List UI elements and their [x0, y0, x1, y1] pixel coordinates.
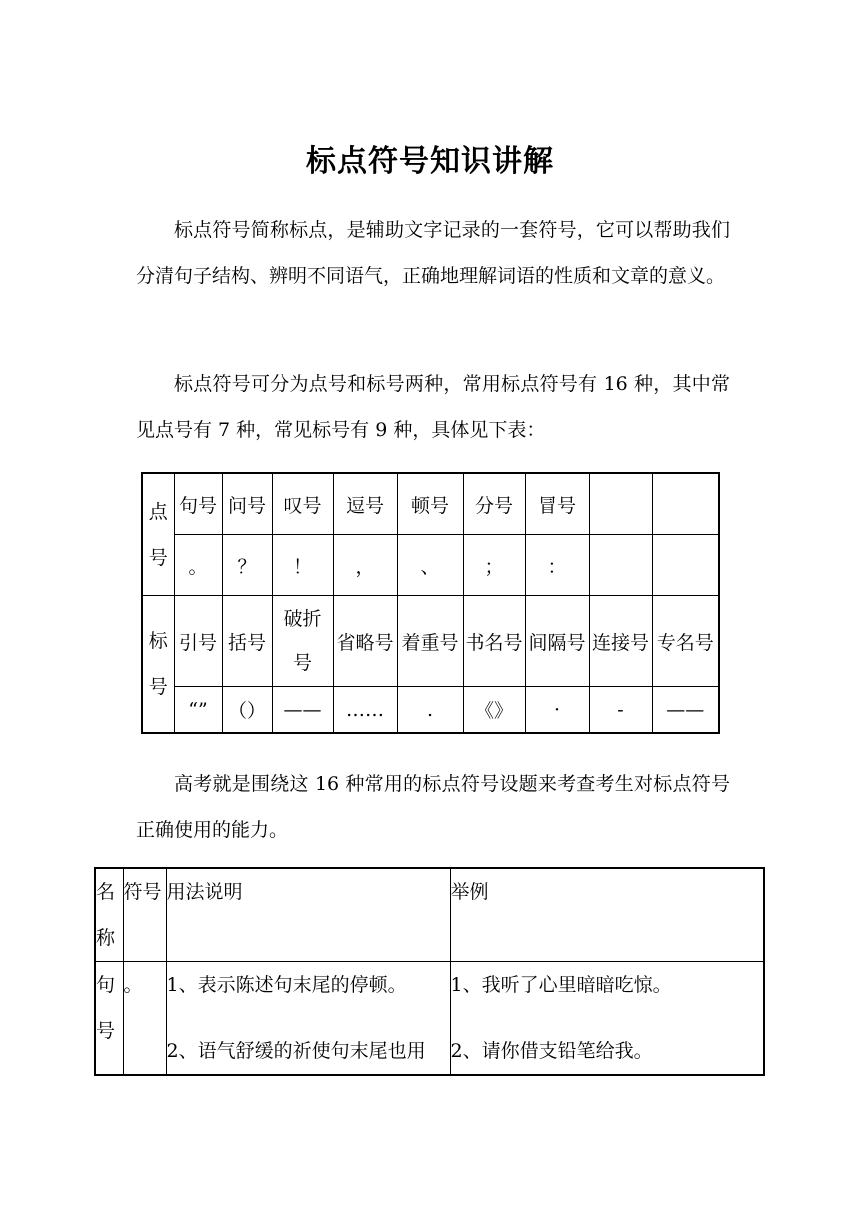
- biaohao-name-cell: 专名号: [652, 596, 719, 687]
- header-usage: 用法说明: [166, 868, 450, 962]
- example-item: 1、我听了心里暗暗吃惊。: [450, 974, 672, 996]
- dianhao-category-label: 点 号: [142, 473, 174, 596]
- row-usage: [166, 962, 450, 1076]
- dianhao-name-cell: 逗号: [333, 473, 397, 535]
- row-example: [450, 962, 764, 1076]
- biaohao-name-cell: 书名号: [463, 596, 525, 687]
- biaohao-name-cell: 着重号: [397, 596, 463, 687]
- dianhao-name-cell: 句号: [174, 473, 222, 535]
- dianhao-symbol-cell: [652, 535, 719, 596]
- biaohao-symbol-cell: -: [589, 687, 652, 734]
- biaohao-symbol-cell: .: [397, 687, 463, 734]
- dianhao-symbol-cell: 。: [174, 535, 222, 596]
- example-item: 2、请你借支铅笔给我。: [450, 1040, 653, 1062]
- dianhao-name-cell: 叹号: [272, 473, 333, 535]
- biaohao-symbol-cell: （）: [222, 687, 272, 734]
- usage-item: 1、表示陈述句末尾的停顿。: [166, 974, 407, 996]
- row-name: 句号: [95, 962, 123, 1076]
- gaokao-paragraph: 高考就是围绕这 16 种常用的标点符号设题来考查考生对标点符号正确使用的能力。: [136, 773, 730, 841]
- usage-item: 2、语气舒缓的祈使句末尾也用: [166, 1040, 426, 1062]
- biaohao-symbol-cell: 《》: [463, 687, 525, 734]
- biaohao-name-cell: 破折号: [272, 596, 333, 687]
- punctuation-usage-table: [94, 867, 765, 1076]
- page-title: 标点符号知识讲解: [306, 144, 554, 179]
- intro-paragraph: 标点符号简称标点，是辅助文字记录的一套符号，它可以帮助我们分清句子结构、辨明不同语气，正确地理解词语的性质和文章的意义。: [136, 219, 730, 287]
- dianhao-name-cell: 分号: [463, 473, 525, 535]
- biaohao-name-cell: 间隔号: [525, 596, 589, 687]
- dianhao-symbol-cell: ：: [525, 535, 589, 596]
- dianhao-name-cell: [589, 473, 652, 535]
- biaohao-name-cell: 省略号: [333, 596, 397, 687]
- header-symbol: 符号: [123, 868, 166, 962]
- biaohao-symbol-cell: ——: [272, 687, 333, 734]
- biaohao-symbol-cell: ……: [333, 687, 397, 734]
- biaohao-symbol-cell: “”: [174, 687, 222, 734]
- dianhao-name-cell: 问号: [222, 473, 272, 535]
- classification-paragraph: 标点符号可分为点号和标号两种，常用标点符号有 16 种，其中常见点号有 7 种，常见标号有 9 种，具体见下表：: [136, 373, 730, 441]
- dianhao-symbol-cell: ；: [463, 535, 525, 596]
- dianhao-symbol-cell: ，: [333, 535, 397, 596]
- biaohao-name-cell: 括号: [222, 596, 272, 687]
- biaohao-name-cell: 引号: [174, 596, 222, 687]
- dianhao-symbol-cell: 、: [397, 535, 463, 596]
- biaohao-symbol-cell: ——: [652, 687, 719, 734]
- dianhao-name-cell: 顿号: [397, 473, 463, 535]
- biaohao-symbol-cell: ·: [525, 687, 589, 734]
- dianhao-name-cell: 冒号: [525, 473, 589, 535]
- row-symbol: 。: [123, 962, 166, 1076]
- dianhao-symbol-cell: ？: [222, 535, 272, 596]
- header-name: 名称: [95, 868, 123, 962]
- biaohao-name-cell: 连接号: [589, 596, 652, 687]
- dianhao-symbol-cell: ！: [272, 535, 333, 596]
- biaohao-category-label: 标 号: [142, 596, 174, 734]
- punctuation-summary-table: [141, 472, 720, 734]
- dianhao-name-cell: [652, 473, 719, 535]
- header-example: 举例: [450, 868, 764, 962]
- dianhao-symbol-cell: [589, 535, 652, 596]
